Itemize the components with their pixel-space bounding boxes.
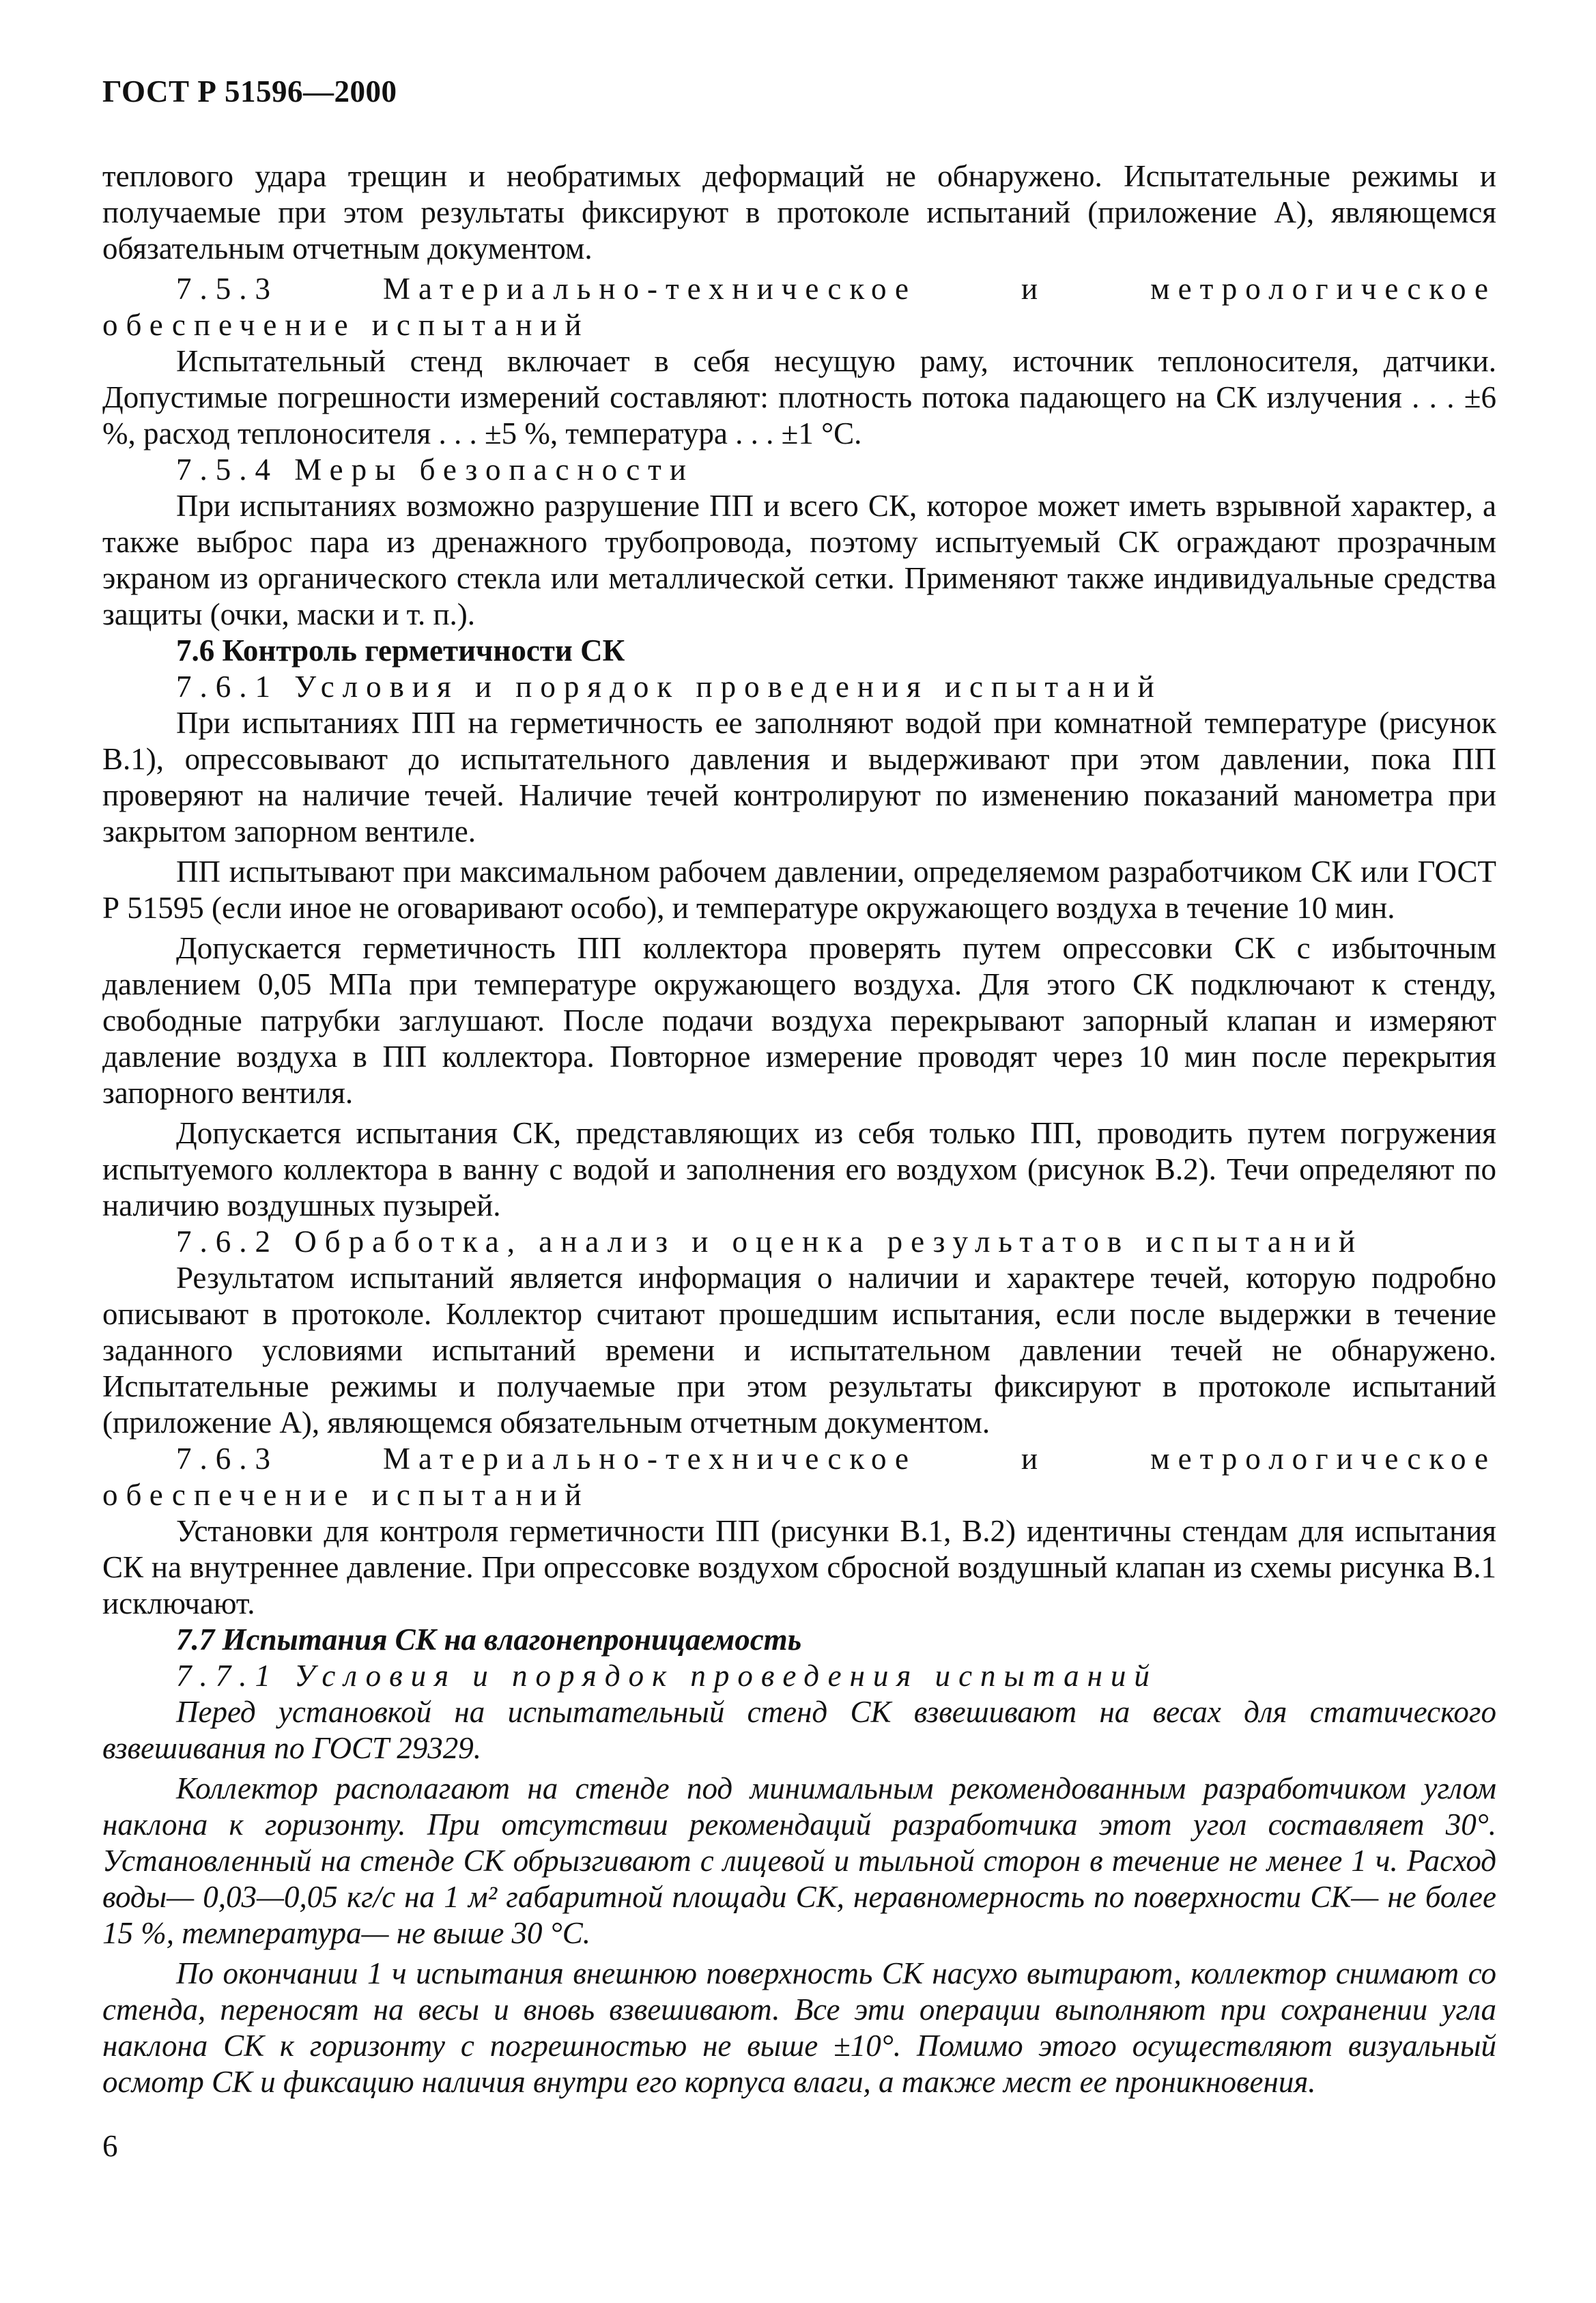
section-heading-7-6-2: 7.6.2 Обработка, анализ и оценка результатов испытаний (176, 1225, 1364, 1259)
paragraph: Допускается испытания СК, представляющих из себя только ПП, проводить путем погружения испытуемого коллектора в ванну с водой и заполнения его воздухом (рисунок В.2). Течи определяют по наличию воздушных пузырей. (102, 1116, 1496, 1222)
paragraph: Перед установкой на испытательный стенд СК взвешивают на весах для статического взвешивания по ГОСТ 29329. (102, 1695, 1496, 1765)
section-heading-7-5-3: 7.5.3 Материально-техническое и метрологическое обеспечение испытаний (102, 272, 1496, 342)
section-heading-7-6-1: 7.6.1 Условия и порядок проведения испытаний (176, 670, 1163, 704)
document-header: ГОСТ Р 51596—2000 (102, 74, 397, 109)
paragraph: теплового удара трещин и необратимых деформаций не обнаружено. Испытательные режимы и получаемые при этом результаты фиксируют в протоколе испытаний (приложение А), являющемся обязательным отчетным документом. (102, 159, 1496, 266)
page-number: 6 (102, 2129, 118, 2163)
section-heading-7-7: 7.7 Испытания СК на влагонепроницаемость (176, 1622, 802, 1657)
paragraph: Коллектор располагают на стенде под минимальным рекомендованным разработчиком углом наклона к горизонту. При отсутствии рекомендаций разработчика этот угол составляет 30°. Установленный на стенде СК обрызгивают с лицевой и тыльной сторон в течение не менее 1 ч. Расход воды— 0,03—0,05 кг/с на 1 м² габаритной площади СК, неравномерность по поверхности СК— не более 15 %, температура— не выше 30 °С. (102, 1771, 1496, 1950)
section-heading-7-7-1: 7.7.1 Условия и порядок проведения испытаний (176, 1659, 1158, 1693)
section-heading-7-5-4: 7.5.4 Меры безопасности (176, 453, 694, 487)
section-heading-7-6: 7.6 Контроль герметичности СК (176, 633, 625, 668)
paragraph: Установки для контроля герметичности ПП (рисунки В.1, В.2) идентичны стендам для испытания СК на внутреннее давление. При опрессовке воздухом сбросной воздушный клапан из схемы рисунка В.1 исключают. (102, 1514, 1496, 1620)
paragraph: Результатом испытаний является информация о наличии и характере течей, которую подробно описывают в протоколе. Коллектор считают прошедшим испытания, если после выдержки в течение заданного условиями испытаний времени и испытательном давлении течей не обнаружено. Испытательные режимы и получаемые при этом результаты фиксируют в протоколе испытаний (приложение А), являющемся обязательным отчетным документом. (102, 1261, 1496, 1440)
paragraph: Допускается герметичность ПП коллектора проверять путем опрессовки СК с избыточным давлением 0,05 МПа при температуре окружающего воздуха. Для этого СК подключают к стенду, свободные патрубки заглушают. После подачи воздуха перекрывают запорный клапан и измеряют давление воздуха в ПП коллектора. Повторное измерение проводят через 10 мин после перекрытия запорного вентиля. (102, 931, 1496, 1110)
paragraph: ПП испытывают при максимальном рабочем давлении, определяемом разработчиком СК или ГОСТ Р 51595 (если иное не оговаривают особо), и температуре окружающего воздуха в течение 10 мин. (102, 855, 1496, 925)
paragraph: При испытаниях возможно разрушение ПП и всего СК, которое может иметь взрывной характер, а также выброс пара из дренажного трубопровода, поэтому испытуемый СК ограждают прозрачным экраном из органического стекла или металлической сетки. Применяют также индивидуальные средства защиты (очки, маски и т. п.). (102, 489, 1496, 631)
paragraph: Испытательный стенд включает в себя несущую раму, источник теплоносителя, датчики. Допустимые погрешности измерений составляют: плотность потока падающего на СК излучения . . . ±6 %, расход теплоносителя . . . ±5 %, температура . . . ±1 °С. (102, 344, 1496, 450)
paragraph: При испытаниях ПП на герметичность ее заполняют водой при комнатной температуре (рисунок В.1), опрессовывают до испытательного давления и выдерживают при этом давлении, пока ПП проверяют на наличие течей. Наличие течей контролируют по изменению показаний манометра при закрытом запорном вентиле. (102, 706, 1496, 848)
section-heading-7-6-3: 7.6.3 Материально-техническое и метрологическое обеспечение испытаний (102, 1442, 1496, 1512)
document-body (102, 158, 1496, 2100)
paragraph: По окончании 1 ч испытания внешнюю поверхность СК насухо вытирают, коллектор снимают со стенда, переносят на весы и вновь взвешивают. Все эти операции выполняют при сохранении угла наклона СК к горизонту с погрешностью не выше ±10°. Помимо этого осуществляют визуальный осмотр СК и фиксацию наличия внутри его корпуса влаги, а также мест ее проникновения. (102, 1956, 1496, 2099)
